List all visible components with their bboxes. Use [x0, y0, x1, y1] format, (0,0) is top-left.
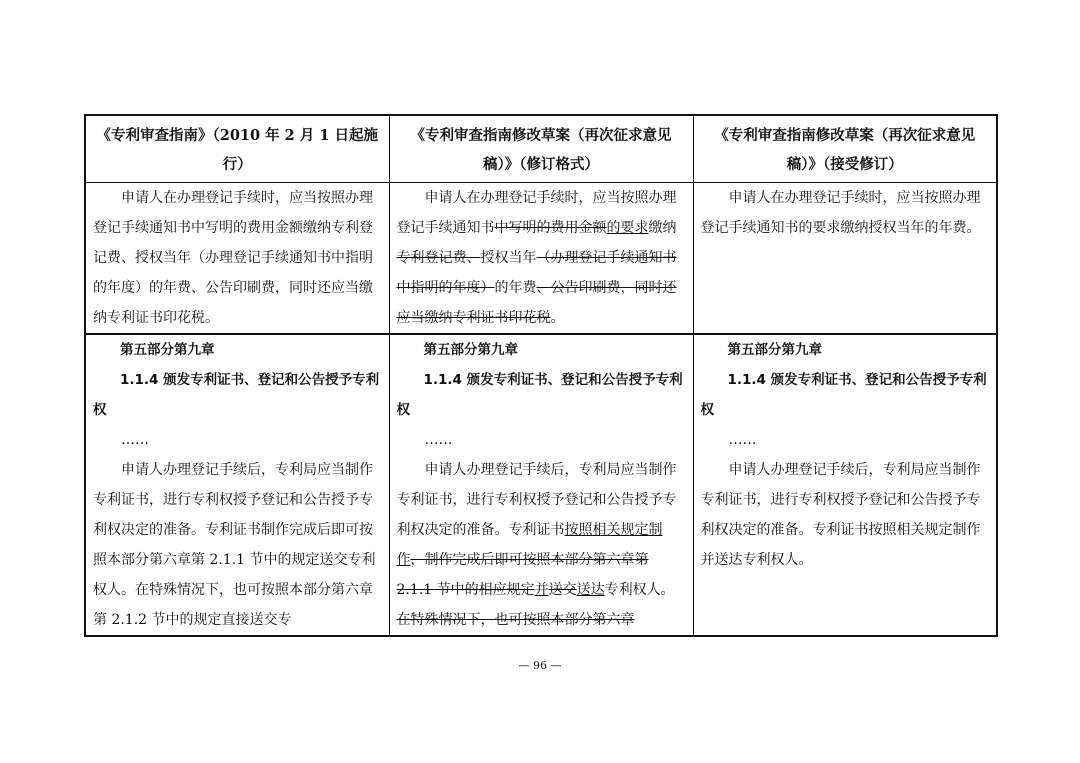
certificate-original-cell [85, 334, 389, 636]
text-run: 专利权人。 [604, 582, 675, 598]
fee-marked-cell [389, 183, 693, 335]
text-run: 申请人办理登记手续后，专利局应当制作专利证书，进行专利权授予登记和公告授予专利权决定的准备。专利证书 [396, 462, 677, 538]
section-heading: 1.1.4 颁发专利证书、登记和公告授予专利权 [93, 372, 380, 418]
chapter-heading: 第五部分第九章 [120, 342, 215, 358]
fee-accepted-cell [693, 183, 997, 335]
page-number: — 96 — [518, 659, 562, 672]
certificate-marked-text [397, 455, 686, 635]
deleted-text: 中写明的费用金额 [494, 220, 607, 236]
text-run: 缴纳 [648, 220, 677, 236]
certificate-accepted-cell [693, 334, 997, 636]
text-run: 授权当年 [480, 250, 537, 266]
deleted-text: 、公告印刷费，同时还应当缴纳专利证书印花税 [396, 280, 677, 326]
deleted-text: 在特殊情况下，也可按照本部分第六章 [396, 612, 635, 628]
fee-original-cell [85, 183, 389, 335]
fee-accepted-text: 申请人在办理登记手续时，应当按照办理登记手续通知书的要求缴纳授权当年的年费。 [700, 190, 981, 236]
chapter-heading: 第五部分第九章 [727, 342, 822, 358]
inserted-text: 按照相关规定制作 [396, 522, 663, 568]
section-heading: 1.1.4 颁发专利证书、登记和公告授予专利权 [700, 372, 987, 418]
ellipsis: …… [121, 432, 149, 448]
inserted-text: 并 [534, 582, 549, 598]
certificate-accepted-text: 申请人办理登记手续后，专利局应当制作专利证书，进行专利权授予登记和公告授予专利权决定的准备。专利证书按照相关规定制作并送达专利权人。 [700, 462, 981, 568]
fee-row [85, 183, 997, 335]
deleted-text: （办理登记手续通知书中指明的年度） [396, 250, 677, 296]
text-run: 。 [550, 310, 565, 326]
inserted-text: 送达 [576, 582, 605, 598]
deleted-text: 送交 [548, 582, 577, 598]
header-row [85, 115, 997, 183]
text-run: 的年费 [494, 280, 537, 296]
header-original: 《专利审查指南》（2010 年 2 月 1 日起施行） [85, 115, 389, 183]
certificate-marked-cell [389, 334, 693, 636]
certificate-row [85, 334, 997, 636]
certificate-original-text: 申请人办理登记手续后，专利局应当制作专利证书，进行专利权授予登记和公告授予专利权决定的准备。专利证书制作完成后即可按照本部分第六章第 2.1.1 节中的规定送交专利权人。在特殊情况下，也可按照本部分第六章第 2.1.2 节中的规定直接送交专 [93, 462, 376, 628]
chapter-heading: 第五部分第九章 [423, 342, 518, 358]
ellipsis: …… [728, 432, 757, 448]
section-heading: 1.1.4 颁发专利证书、登记和公告授予专利权 [396, 372, 683, 418]
comparison-table [84, 114, 998, 637]
inserted-text: 的要求 [606, 220, 649, 236]
header-revision-accepted: 《专利审查指南修改草案（再次征求意见稿）》（接受修订） [693, 115, 997, 183]
ellipsis: …… [424, 432, 453, 448]
deleted-text: 专利登记费、 [396, 250, 481, 266]
fee-original-text: 申请人在办理登记手续时，应当按照办理登记手续通知书中写明的费用金额缴纳专利登记费、授权当年（办理登记手续通知书中指明的年度）的年费、公告印刷费，同时还应当缴纳专利证书印花税。 [93, 190, 373, 326]
text-run: 申请人在办理登记手续时，应当按照办理登记手续通知书 [396, 190, 677, 236]
fee-marked-text [397, 183, 686, 333]
deleted-text: ，制作完成后即可按照本部分第六章第 2.1.1 节中的相应规定 [396, 552, 649, 598]
header-revision-marked: 《专利审查指南修改草案（再次征求意见稿）》（修订格式） [389, 115, 693, 183]
